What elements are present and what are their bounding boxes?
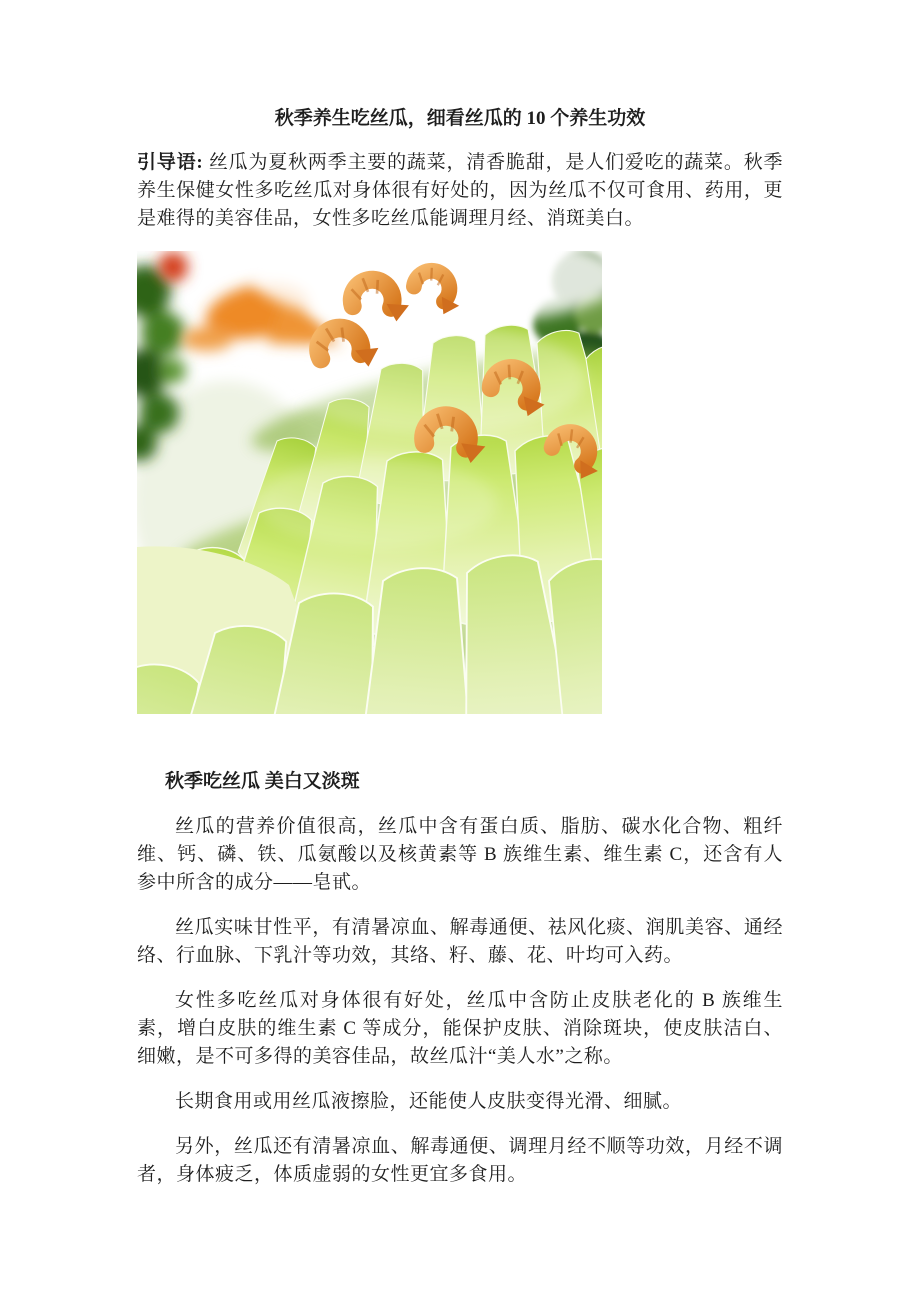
intro-label: 引导语: [137, 152, 204, 173]
food-photo-illustration [137, 251, 602, 714]
article-title: 秋季养生吃丝瓜，细看丝瓜的 10 个养生功效 [274, 108, 646, 129]
intro-paragraph [137, 149, 783, 233]
section-heading: 秋季吃丝瓜 美白又淡斑 [165, 771, 360, 792]
body-paragraph-4: 长期食用或用丝瓜液擦脸，还能使人皮肤变得光滑、细腻。 [175, 1091, 683, 1112]
food-photo [137, 251, 602, 714]
body-paragraph-1: 丝瓜的营养价值很高，丝瓜中含有蛋白质、脂肪、碳水化合物、粗纤维、钙、磷、铁、瓜氨酸以及核黄素等 B 族维生素、维生素 C，还含有人参中所含的成分——皂甙。 [137, 816, 783, 893]
body-paragraph-3: 女性多吃丝瓜对身体很有好处，丝瓜中含防止皮肤老化的 B 族维生素，增白皮肤的维生素 C 等成分，能保护皮肤、消除斑块，使皮肤洁白、细嫩，是不可多得的美容佳品，故丝瓜汁“美人水”之称。 [137, 990, 783, 1067]
body-paragraph-5: 另外，丝瓜还有清暑凉血、解毒通便、调理月经不顺等功效，月经不调者，身体疲乏，体质虚弱的女性更宜多食用。 [137, 1136, 783, 1185]
intro-text: 丝瓜为夏秋两季主要的蔬菜，清香脆甜，是人们爱吃的蔬菜。秋季养生保健女性多吃丝瓜对身体很有好处的，因为丝瓜不仅可食用、药用，更是难得的美容佳品，女性多吃丝瓜能调理月经、消斑美白。 [137, 152, 783, 229]
body-paragraph-2: 丝瓜实味甘性平，有清暑凉血、解毒通便、祛风化痰、润肌美容、通经络、行血脉、下乳汁等功效，其络、籽、藤、花、叶均可入药。 [137, 917, 783, 966]
